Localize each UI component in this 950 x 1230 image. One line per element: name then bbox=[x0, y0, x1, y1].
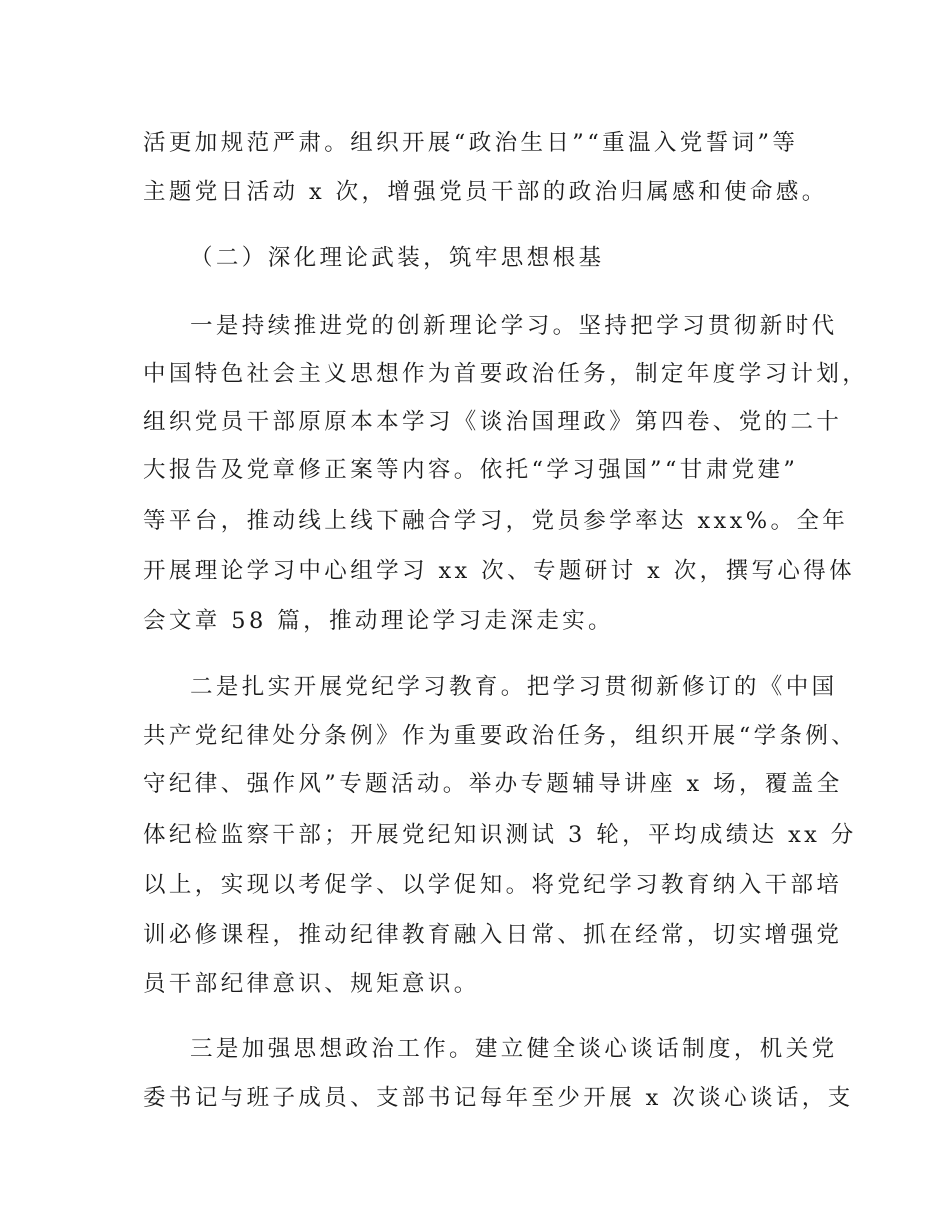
text-line-16: 训必修课程，推动纪律教育融入日常、抓在经常，切实增强党 bbox=[143, 922, 843, 948]
text-line-5: 中国特色社会主义思想作为首要政治任务，制定年度学习计划， bbox=[143, 361, 869, 387]
text-line-9: 开展理论学习中心组学习 xx 次、专题研讨 x 次，撰写心得体 bbox=[143, 558, 856, 584]
text-line-6: 组织党员干部原原本本学习《谈治国理政》第四卷、党的二十 bbox=[143, 409, 843, 435]
text-line-4: 一是持续推进党的创新理论学习。坚持把学习贯彻新时代 bbox=[190, 313, 838, 339]
text-line-18: 三是加强思想政治工作。建立健全谈心谈话制度，机关党 bbox=[190, 1036, 838, 1062]
text-line-7: 大报告及党章修正案等内容。依托“学习强国”“甘肃党建” bbox=[143, 457, 799, 483]
text-line-12: 共产党纪律处分条例》作为重要政治任务，组织开展“学条例、 bbox=[143, 723, 858, 749]
text-line-19: 委书记与班子成员、支部书记每年至少开展 x 次谈心谈话，支 bbox=[143, 1085, 854, 1111]
text-line-11: 二是扎实开展党纪学习教育。把学习贯彻新修订的《中国 bbox=[190, 674, 838, 700]
text-line-2: 主题党日活动 x 次，增强党员干部的政治归属感和使命感。 bbox=[143, 179, 828, 205]
text-line-13: 守纪律、强作风”专题活动。举办专题辅导讲座 x 场，覆盖全 bbox=[143, 771, 843, 797]
text-line-15: 以上，实现以考促学、以学促知。将党纪学习教育纳入干部培 bbox=[143, 872, 843, 898]
text-line-10: 会文章 58 篇，推动理论学习走深走实。 bbox=[143, 608, 614, 634]
text-line-8: 等平台，推动线上线下融合学习，党员参学率达 xxx%。全年 bbox=[143, 508, 849, 534]
text-line-1: 活更加规范严肃。组织开展“政治生日”“重温入党誓词”等 bbox=[143, 130, 799, 156]
text-line-14: 体纪检监察干部；开展党纪知识测试 3 轮，平均成绩达 xx 分 bbox=[143, 822, 857, 848]
text-line-17: 员干部纪律意识、规矩意识。 bbox=[143, 971, 480, 997]
section-heading: （二）深化理论武装，筑牢思想根基 bbox=[190, 245, 605, 271]
